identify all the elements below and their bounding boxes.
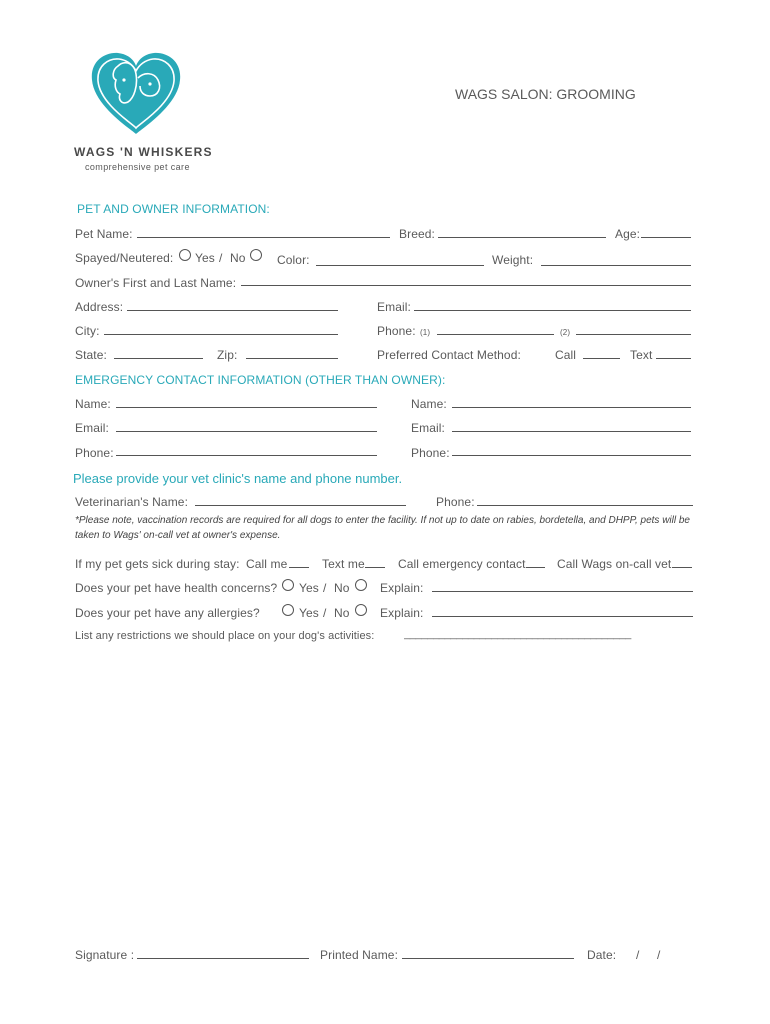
emergency-name-2-field[interactable] — [452, 407, 691, 408]
spayed-slash: / — [219, 251, 223, 265]
spayed-yes-label: Yes — [195, 251, 215, 265]
allergies-yes-radio[interactable] — [282, 604, 294, 616]
health-concerns-label: Does your pet have health concerns? — [75, 581, 278, 595]
zip-label: Zip: — [217, 348, 238, 362]
health-no-radio[interactable] — [355, 579, 367, 591]
sick-call-wags-vet-field[interactable] — [672, 567, 692, 568]
contact-text-label: Text — [630, 348, 653, 362]
emergency-email-2-label: Email: — [411, 421, 445, 435]
vet-name-label: Veterinarian's Name: — [75, 495, 189, 509]
health-explain-field[interactable] — [432, 591, 693, 592]
emergency-phone-1-field[interactable] — [116, 455, 377, 456]
restrictions-label: List any restrictions we should place on your dog's activities: — [75, 630, 375, 642]
spayed-label: Spayed/Neutered: — [75, 251, 174, 265]
allergies-slash: / — [323, 606, 327, 620]
brand-tagline: comprehensive pet care — [85, 162, 190, 172]
allergies-no-label: No — [334, 606, 350, 620]
spayed-no-label: No — [230, 251, 246, 265]
zip-field[interactable] — [246, 358, 338, 359]
vet-phone-label: Phone: — [436, 495, 475, 509]
allergies-explain-label: Explain: — [380, 606, 424, 620]
age-label: Age: — [615, 227, 641, 241]
section-heading-emergency: EMERGENCY CONTACT INFORMATION (OTHER THAN OWNER): — [75, 373, 446, 387]
logo — [72, 50, 212, 175]
emergency-email-1-field[interactable] — [116, 431, 377, 432]
sick-call-me-label: Call me — [246, 557, 288, 571]
vaccination-note: *Please note, vaccination records are required for all dogs to enter the facility. If not up to date on rabies, bordetella, and DHPP, pets will be taken to Wags' on-call vet at owner's expense. — [75, 515, 690, 541]
age-field[interactable] — [641, 237, 691, 238]
email-label: Email: — [377, 300, 411, 314]
pet-name-label: Pet Name: — [75, 227, 133, 241]
brand-name: WAGS 'N WHISKERS — [74, 145, 213, 159]
sick-call-wags-vet-label: Call Wags on-call vet — [557, 557, 672, 571]
emergency-name-1-label: Name: — [75, 397, 111, 411]
section-heading-pet-owner: PET AND OWNER INFORMATION: — [77, 202, 270, 216]
section-heading-vet: Please provide your vet clinic's name and phone number. — [73, 471, 403, 486]
emergency-phone-2-label: Phone: — [411, 446, 450, 460]
date-label: Date: — [587, 948, 617, 962]
signature-label: Signature : — [75, 948, 135, 962]
weight-field[interactable] — [541, 265, 691, 266]
allergies-label: Does your pet have any allergies? — [75, 606, 260, 620]
owner-name-label: Owner's First and Last Name: — [75, 276, 237, 290]
phone-1-field[interactable] — [437, 334, 554, 335]
allergies-explain-field[interactable] — [432, 616, 693, 617]
preferred-contact-label: Preferred Contact Method: — [377, 348, 521, 362]
pet-name-field[interactable] — [137, 237, 390, 238]
city-field[interactable] — [104, 334, 338, 335]
sick-text-me-field[interactable] — [365, 567, 385, 568]
color-label: Color: — [277, 253, 310, 267]
heart-logo-icon — [88, 50, 184, 138]
spayed-no-radio[interactable] — [250, 249, 262, 261]
restrictions-field[interactable]: _______________________________________ — [404, 628, 631, 640]
phone-label: Phone: — [377, 324, 416, 338]
phone-2-field[interactable] — [576, 334, 691, 335]
contact-call-label: Call — [555, 348, 577, 362]
sick-call-me-field[interactable] — [289, 567, 309, 568]
breed-field[interactable] — [438, 237, 606, 238]
owner-name-field[interactable] — [241, 285, 691, 286]
form-title: WAGS SALON: GROOMING — [455, 86, 636, 102]
emergency-email-1-label: Email: — [75, 421, 109, 435]
address-label: Address: — [75, 300, 124, 314]
city-label: City: — [75, 324, 100, 338]
health-explain-label: Explain: — [380, 581, 424, 595]
allergies-no-radio[interactable] — [355, 604, 367, 616]
contact-text-field[interactable] — [656, 358, 691, 359]
sick-prompt-label: If my pet gets sick during stay: — [75, 557, 240, 571]
weight-label: Weight: — [492, 253, 534, 267]
emergency-phone-2-field[interactable] — [452, 455, 691, 456]
health-slash: / — [323, 581, 327, 595]
state-label: State: — [75, 348, 107, 362]
breed-label: Breed: — [399, 227, 435, 241]
email-field[interactable] — [414, 310, 691, 311]
sick-call-emergency-label: Call emergency contact — [398, 557, 526, 571]
allergies-yes-label: Yes — [299, 606, 319, 620]
printed-name-field[interactable] — [402, 958, 574, 959]
vet-name-field[interactable] — [195, 505, 406, 506]
date-separator-1: / — [636, 948, 640, 962]
emergency-email-2-field[interactable] — [452, 431, 691, 432]
emergency-phone-1-label: Phone: — [75, 446, 114, 460]
sick-text-me-label: Text me — [322, 557, 365, 571]
spayed-yes-radio[interactable] — [179, 249, 191, 261]
phone-2-marker: (2) — [560, 328, 571, 337]
state-field[interactable] — [114, 358, 203, 359]
health-no-label: No — [334, 581, 350, 595]
date-separator-2: / — [657, 948, 661, 962]
emergency-name-2-label: Name: — [411, 397, 447, 411]
vet-phone-field[interactable] — [477, 505, 693, 506]
health-yes-radio[interactable] — [282, 579, 294, 591]
color-field[interactable] — [316, 265, 484, 266]
printed-name-label: Printed Name: — [320, 948, 398, 962]
signature-field[interactable] — [137, 958, 309, 959]
sick-call-emergency-field[interactable] — [526, 567, 545, 568]
health-yes-label: Yes — [299, 581, 319, 595]
emergency-name-1-field[interactable] — [116, 407, 377, 408]
phone-1-marker: (1) — [420, 328, 431, 337]
contact-call-field[interactable] — [583, 358, 620, 359]
address-field[interactable] — [127, 310, 338, 311]
